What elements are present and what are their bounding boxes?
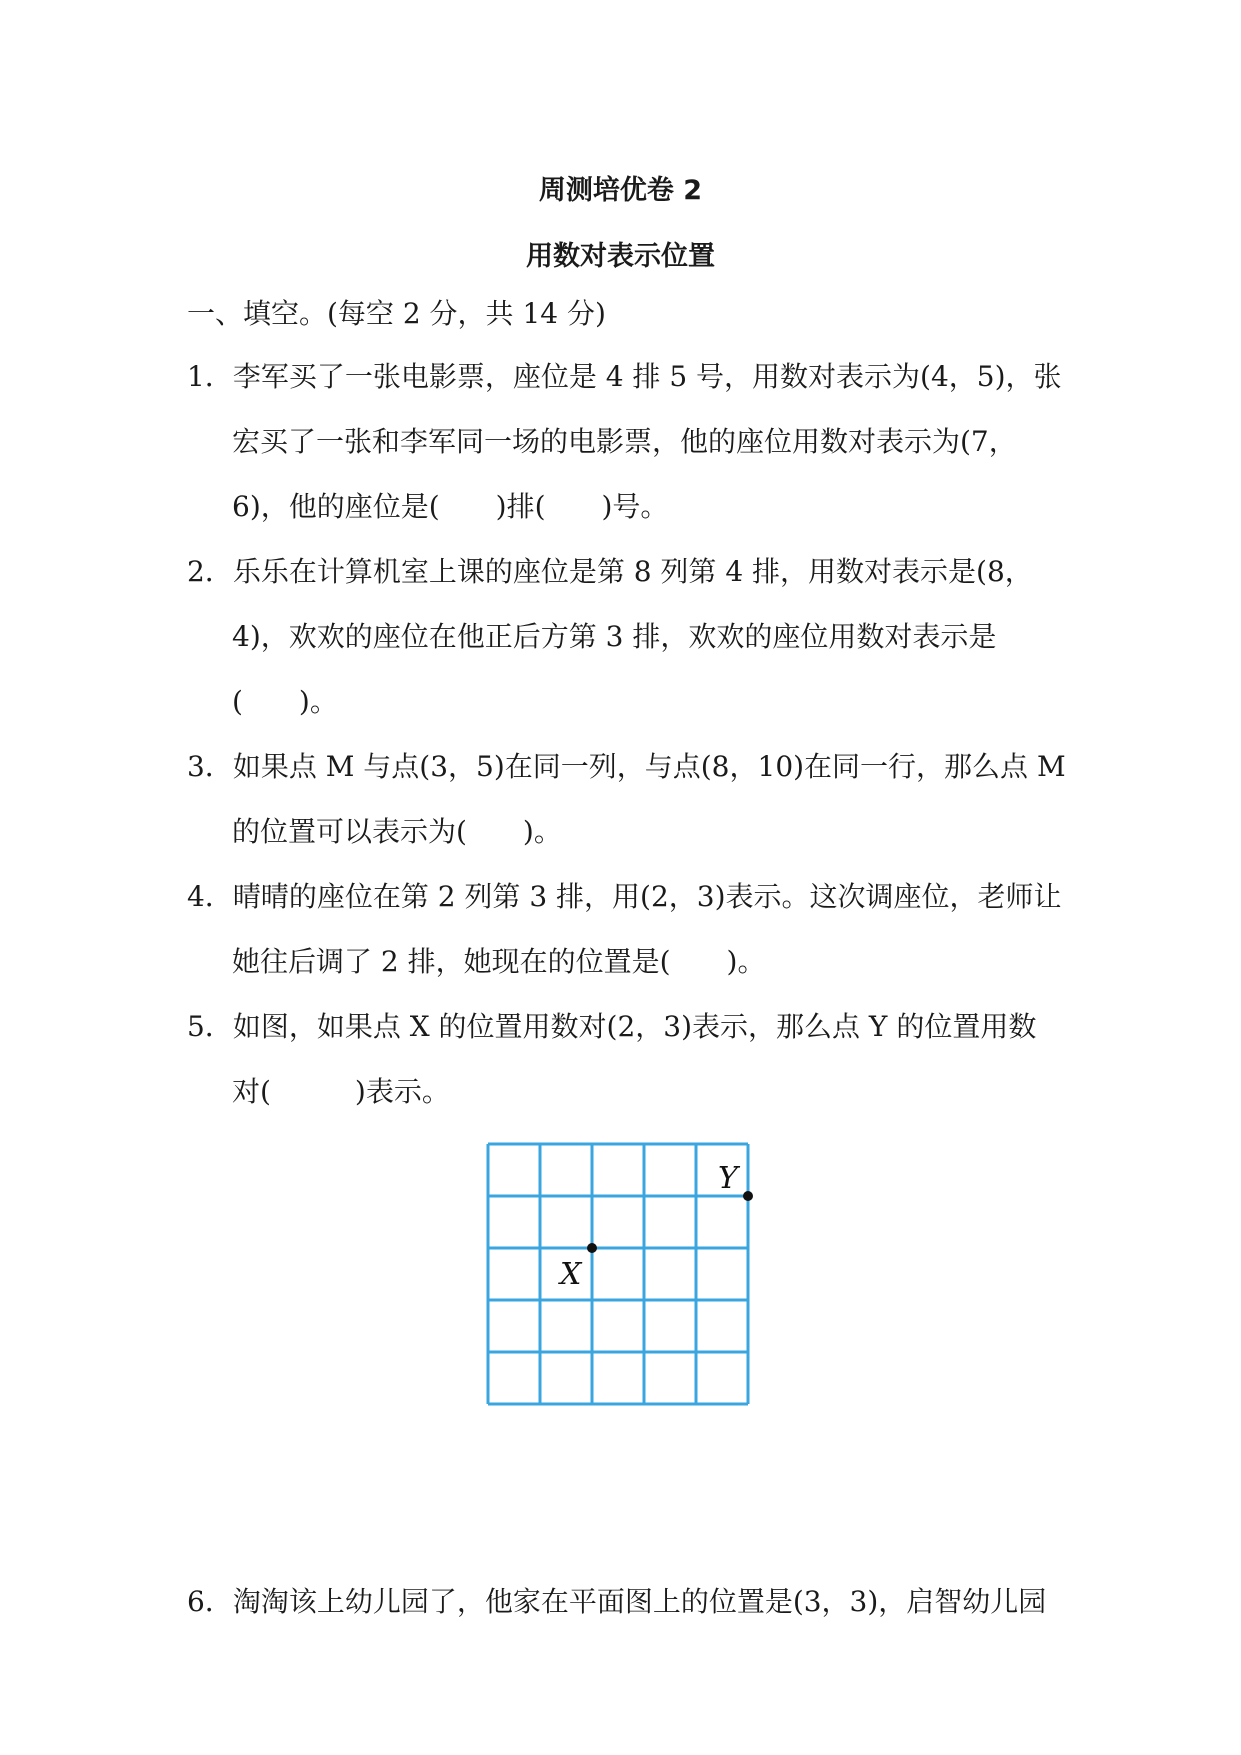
- q1-line-3: 6)，他的座位是( )排( )号。: [232, 490, 669, 523]
- q3-line-2: 的位置可以表示为( )。: [232, 815, 562, 848]
- q2-line-2: 4)，欢欢的座位在他正后方第 3 排，欢欢的座位用数对表示是: [232, 620, 997, 653]
- q6-line-1: 6．淘淘该上幼儿园了，他家在平面图上的位置是(3，3)，启智幼儿园: [187, 1585, 1047, 1618]
- point-y: [743, 1191, 753, 1201]
- q5-line-2: 对( )表示。: [232, 1075, 450, 1108]
- q3-line-1: 3．如果点 M 与点(3，5)在同一列，与点(8，10)在同一行，那么点 M: [187, 750, 1066, 783]
- page-title: 周测培优卷 2: [538, 175, 703, 206]
- coordinate-grid-figure: [483, 1139, 758, 1414]
- section-heading: 一、填空。(每空 2 分，共 14 分): [187, 297, 606, 330]
- q5-line-1: 5．如图，如果点 X 的位置用数对(2，3)表示，那么点 Y 的位置用数: [187, 1010, 1037, 1043]
- q4-line-1: 4．晴晴的座位在第 2 列第 3 排，用(2，3)表示。这次调座位，老师让: [187, 880, 1062, 913]
- q1-line-2: 宏买了一张和李军同一场的电影票，他的座位用数对表示为(7，: [232, 425, 1017, 458]
- q2-line-3: ( )。: [232, 685, 338, 718]
- point-label-y: Y: [718, 1161, 738, 1196]
- page-subtitle: 用数对表示位置: [526, 241, 715, 272]
- q2-line-1: 2．乐乐在计算机室上课的座位是第 8 列第 4 排，用数对表示是(8，: [187, 555, 1033, 588]
- q1-line-1: 1．李军买了一张电影票，座位是 4 排 5 号，用数对表示为(4，5)，张: [187, 360, 1062, 393]
- point-label-x: X: [560, 1257, 582, 1292]
- point-x: [587, 1243, 597, 1253]
- q4-line-2: 她往后调了 2 排，她现在的位置是( )。: [232, 945, 766, 978]
